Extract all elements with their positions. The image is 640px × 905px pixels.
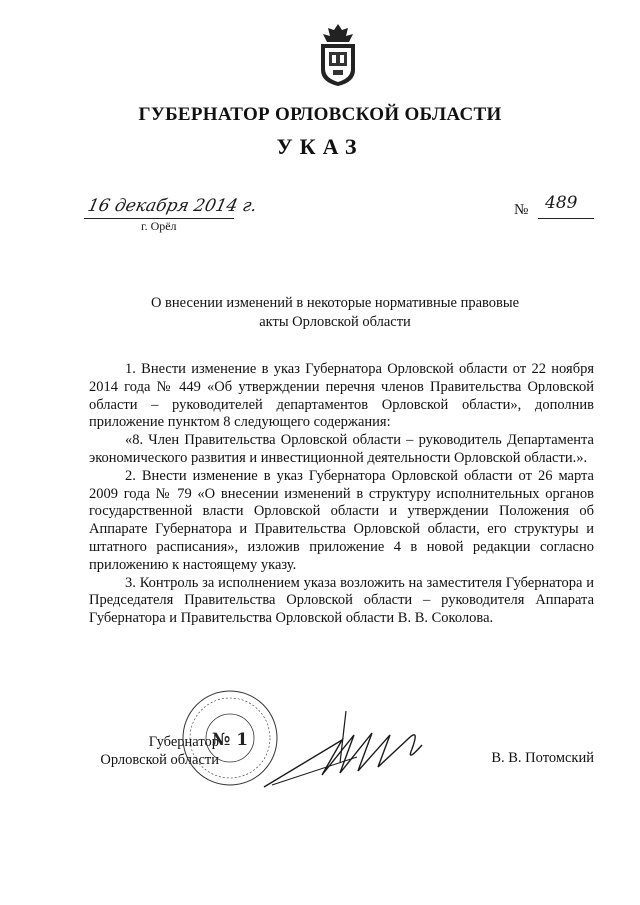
signatory-role-line-2: Орловской области (100, 752, 219, 768)
handwritten-signature (262, 705, 432, 795)
coat-of-arms-emblem (315, 22, 361, 88)
paragraph-1-quote: «8. Член Правительства Орловской области – руководитель Департамента экономического развития и инвестиционной деятельности Орловской области.». (89, 432, 594, 466)
signatory-role-line-1: Губернатор (148, 734, 219, 750)
signatory-name: В. В. Потомский (491, 750, 594, 766)
number-underline (538, 218, 594, 219)
handwritten-date: 16 декабря 2014 г. (85, 196, 259, 216)
issue-city: г. Орёл (141, 219, 177, 233)
paragraph-2: 2. Внести изменение в указ Губернатора Орловской области от 26 марта 2009 года № 79 «О внесении изменений в структуру исполнительных органов государственной власти Орловской области и утверждении Положения об Аппарате Губернатора и Правительства Орловской области, его структуры и штатного расписания», изложив приложение 4 в новой редакции согласно приложению к настоящему указу. (89, 467, 594, 573)
handwritten-number: 489 (545, 193, 578, 213)
seal-number: № 1 (211, 730, 249, 750)
paragraph-1: 1. Внести изменение в указ Губернатора Орловской области от 22 ноября 2014 года № 449 «Об утверждении перечня членов Правительства Орловской области – руководителей департаментов Орловской области», дополнив приложение пунктом 8 следующего содержания: (89, 361, 594, 431)
document-type: УКАЗ (276, 134, 364, 159)
document-body (89, 361, 594, 628)
document-subject: О внесении изменений в некоторые нормативные правовые акты Орловской области (150, 295, 520, 330)
number-label: № (514, 202, 529, 218)
paragraph-3: 3. Контроль за исполнением указа возложить на заместителя Губернатора и Председателя Правительства Орловской области – руководителя Аппарата Губернатора и Правительства Орловской области В. В. Соколова. (89, 574, 594, 627)
issuer-title: ГУБЕРНАТОР ОРЛОВСКОЙ ОБЛАСТИ (138, 104, 502, 125)
